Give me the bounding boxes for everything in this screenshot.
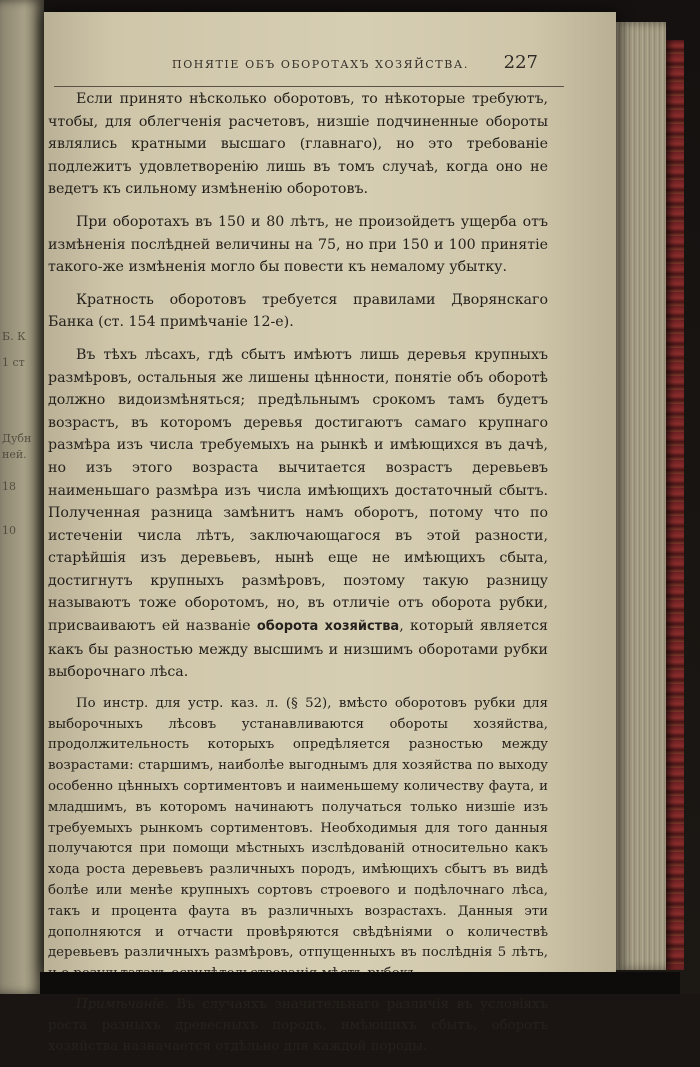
page-block-edge bbox=[616, 22, 666, 970]
paragraph-text: Въ тѣхъ лѣсахъ, гдѣ сбытъ имѣютъ лишь деревья крупныхъ размѣровъ, остальныя же лишены цѣнности, понятіе объ оборотѣ должно видоизмѣняться; предѣльнымъ срокомъ тамъ будетъ возрастъ, въ которомъ деревья достигаютъ самаго крупнаго размѣра изъ числа требуемыхъ на рынкѣ и имѣющихся въ дачѣ, но изъ этого возраста вычитается возрастъ деревьевъ наименьшаго размѣра изъ числа имѣющихъ достаточный сбытъ. Полученная разница замѣнитъ намъ оборотъ, потому что по истеченіи числа лѣтъ, заключающагося въ этой разности, старѣйшія изъ деревьевъ, нынѣ еще не имѣющихъ сбыта, достигнутъ крупныхъ размѣровъ, поэтому такую разницу называютъ тоже оборотомъ, но, въ отличіе отъ оборота рубки, присваиваютъ ей названіе bbox=[48, 346, 548, 635]
paragraph: При оборотахъ въ 150 и 80 лѣтъ, не произойдетъ ущерба отъ измѣненія послѣдней величины на 75, но при 150 и 100 принятіе такого-же измѣненія могло бы повести къ немалому убытку. bbox=[48, 213, 548, 276]
paragraph bbox=[48, 344, 548, 684]
header-rule bbox=[54, 86, 564, 87]
page-number: 227 bbox=[503, 52, 538, 73]
note-paragraph bbox=[48, 995, 548, 1057]
left-page-fragment: ней. bbox=[2, 448, 27, 461]
left-page-fragment: Б. К bbox=[2, 330, 26, 343]
left-page-fragment: 1 ст bbox=[2, 356, 25, 369]
body-text bbox=[48, 88, 548, 1067]
running-title: ПОНЯТІЕ ОБЪ ОБОРОТАХЪ ХОЗЯЙСТВА. bbox=[172, 58, 469, 71]
paragraph: По инстр. для устр. каз. л. (§ 52), вмѣсто оборотовъ рубки для выборочныхъ лѣсовъ устанавливаются обороты хозяйства, продолжительность которыхъ опредѣляется разностью между возрастами: старшимъ, наиболѣе выгоднымъ для хозяйства по выходу особенно цѣнныхъ сортиментовъ и наименьшему количеству фаута, и младшимъ, въ которомъ начинаютъ получаться только низшіе изъ требуемыхъ рынкомъ сортиментовъ. Необходимыя для того данныя получаются при помощи мѣстныхъ изслѣдованій относительно какъ хода роста деревьевъ различныхъ породъ, имѣющихъ сбытъ въ видѣ болѣе или менѣе крупныхъ сортовъ строевого и подѣлочнаго лѣса, такъ и процента фаута въ различныхъ возрастахъ. Данныя эти дополняются и отчасти провѣряются свѣдѣніями о количествѣ деревьевъ различныхъ размѣровъ, отпущенныхъ въ послѣднія 5 лѣтъ, bbox=[48, 695, 548, 961]
book-page bbox=[44, 12, 616, 1054]
left-page-fragment: 18 bbox=[2, 480, 16, 493]
bold-term: оборота хозяйства bbox=[256, 619, 400, 635]
left-page-edge bbox=[0, 0, 44, 994]
note-text: Въ случаяхъ значительнаго различія въ условіяхъ роста разныхъ древесныхъ породъ, имѣющихъ сбытъ, оборотъ хозяйства назначается отдѣльно для каждой породы. bbox=[48, 997, 548, 1054]
paragraph: Кратность оборотовъ требуется правилами Дворянскаго Банка (ст. 154 примѣчаніе 12-е). bbox=[48, 291, 548, 331]
book-cover-edge bbox=[666, 40, 684, 970]
left-page-fragment: Дубн bbox=[2, 432, 32, 445]
paragraph-text: , который является какъ бы разностью между высшимъ и низшимъ оборотами рубки выборочнаго лѣса. bbox=[48, 618, 549, 681]
running-header bbox=[44, 42, 616, 82]
bottom-shadow bbox=[40, 972, 680, 994]
note-label: Примѣчаніе. bbox=[76, 997, 169, 1012]
paragraph: Если принято нѣсколько оборотовъ, то нѣкоторые требуютъ, чтобы, для облегченія расчетовъ, низшіе подчиненные обороты являлись кратными высшаго (главнаго), но это требованіе подлежитъ удовлетворенію лишь въ томъ случаѣ, когда оно не ведетъ къ сильному измѣненію оборотовъ. bbox=[48, 91, 548, 198]
left-page-fragment: 10 bbox=[2, 524, 16, 537]
